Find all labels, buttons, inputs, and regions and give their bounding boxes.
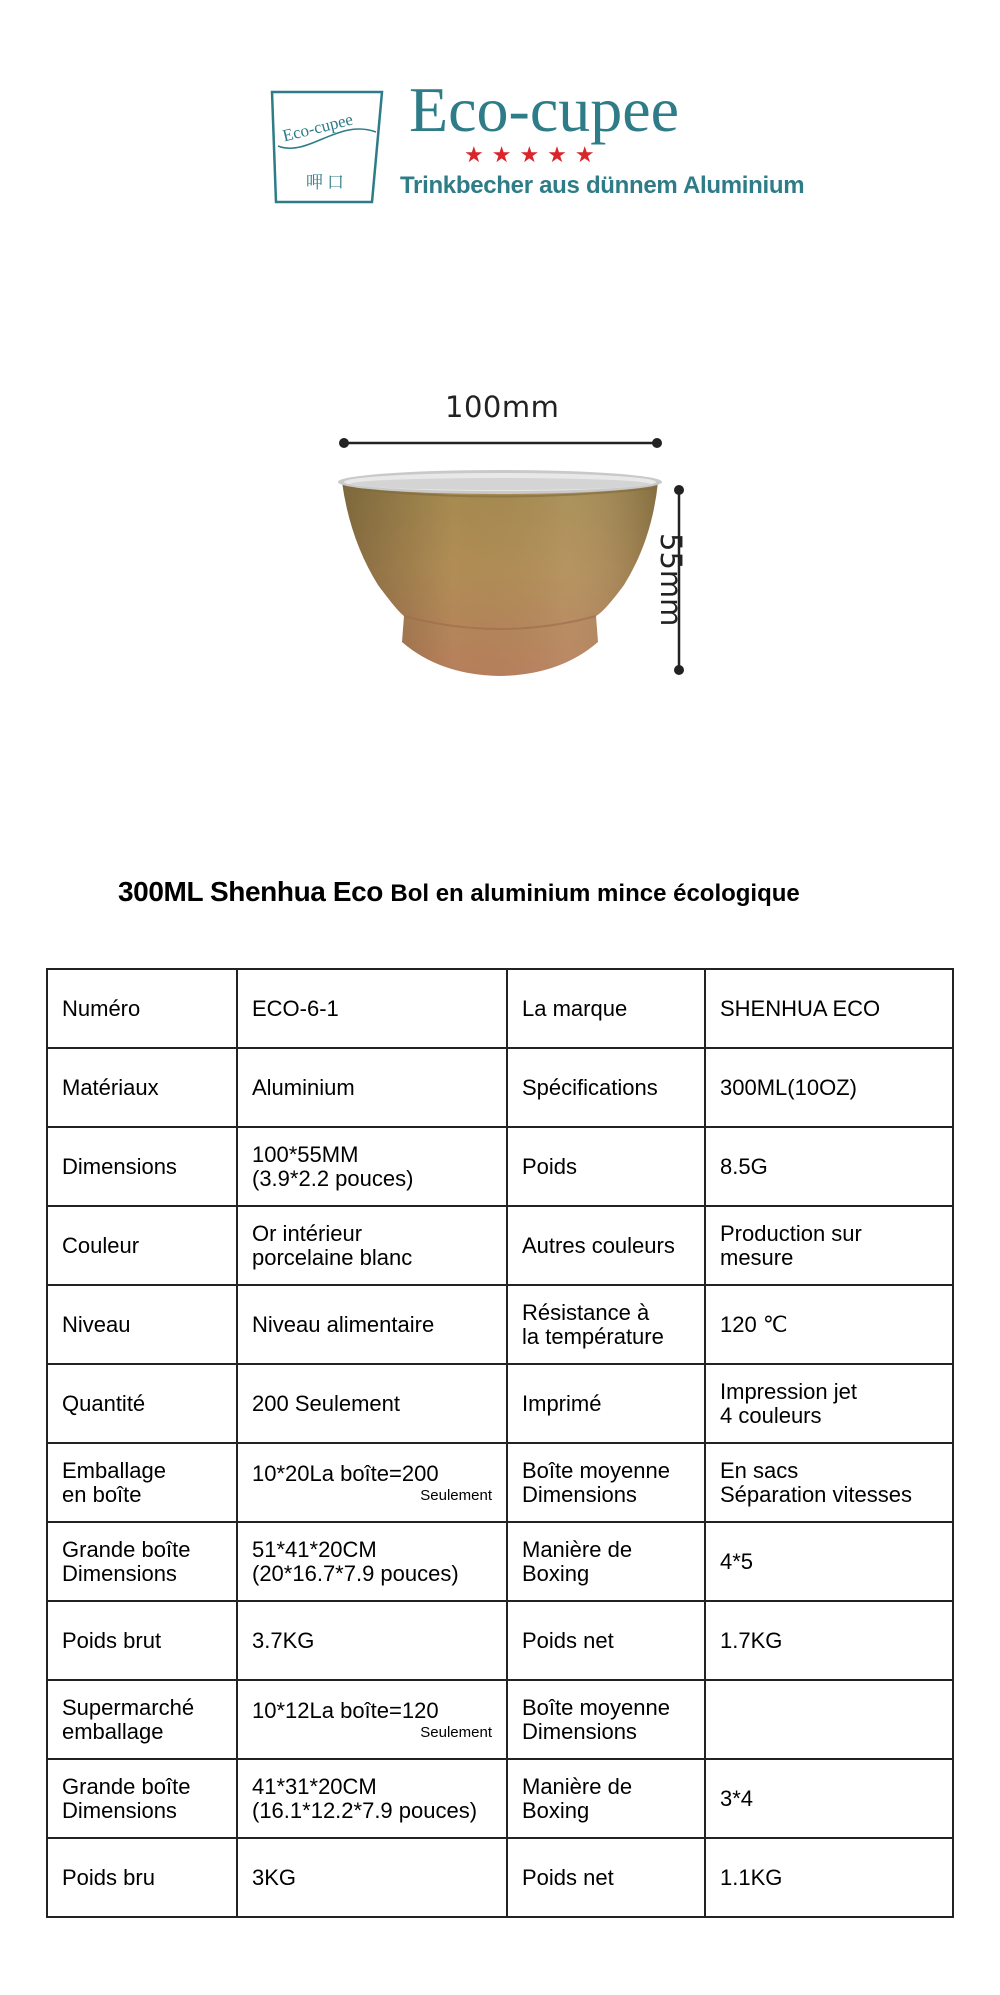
spec-label: Manière de Boxing	[522, 1773, 633, 1823]
spec-value: 51*41*20CM (20*16.7*7.9 pouces)	[252, 1536, 459, 1586]
title-sub: Bol en aluminium mince écologique	[390, 880, 800, 907]
product-figure	[0, 380, 1000, 700]
logo-cup-emblem	[268, 88, 386, 206]
spec-value: 3KG	[252, 1864, 297, 1890]
spec-value-cell	[705, 1522, 953, 1601]
spec-label-cell	[507, 1680, 705, 1759]
spec-value: 1.1KG	[720, 1864, 783, 1890]
spec-label-cell	[47, 969, 237, 1048]
spec-label: Matériaux	[62, 1074, 159, 1100]
spec-value-cell	[237, 1601, 507, 1680]
spec-label-cell	[507, 1522, 705, 1601]
spec-label: Quantité	[62, 1390, 146, 1416]
spec-label: Résistance à la température	[522, 1299, 664, 1349]
spec-label-cell	[507, 1206, 705, 1285]
spec-table	[46, 968, 954, 1918]
spec-label: Poids net	[522, 1627, 614, 1653]
spec-value: Or intérieur porcelaine blanc	[252, 1220, 413, 1270]
spec-value: Aluminium	[252, 1074, 355, 1100]
spec-label: Poids bru	[62, 1864, 155, 1890]
spec-label-cell	[47, 1048, 237, 1127]
spec-value-cell	[705, 1838, 953, 1917]
spec-label: Dimensions	[62, 1153, 177, 1179]
spec-label: Boîte moyenne Dimensions	[522, 1457, 670, 1507]
spec-value-cell	[237, 1838, 507, 1917]
spec-label-cell	[47, 1206, 237, 1285]
bowl-illustration	[0, 380, 1000, 700]
table-row	[47, 1206, 953, 1285]
spec-label-cell	[507, 969, 705, 1048]
table-row	[47, 1522, 953, 1601]
spec-value-cell	[237, 1285, 507, 1364]
spec-label-cell	[47, 1680, 237, 1759]
spec-label-cell	[47, 1364, 237, 1443]
spec-value: 3.7KG	[252, 1627, 315, 1653]
spec-value: 1.7KG	[720, 1627, 783, 1653]
height-dimension-label: 55mm	[654, 533, 688, 627]
spec-value: 300ML(10OZ)	[720, 1074, 857, 1100]
spec-label-cell	[507, 1048, 705, 1127]
logo-box-text: Eco-cupee	[280, 109, 355, 146]
spec-value: ECO-6-1	[252, 995, 339, 1021]
spec-value-cell	[705, 969, 953, 1048]
table-row	[47, 1759, 953, 1838]
spec-value: 10*12La boîte=120	[252, 1697, 439, 1723]
spec-label: Poids	[522, 1153, 578, 1179]
spec-label: Autres couleurs	[522, 1232, 675, 1258]
spec-value-cell	[237, 1206, 507, 1285]
spec-label-cell	[47, 1522, 237, 1601]
spec-value: Impression jet 4 couleurs	[720, 1378, 857, 1428]
table-row	[47, 1838, 953, 1917]
spec-value: SHENHUA ECO	[720, 995, 881, 1021]
table-row	[47, 1285, 953, 1364]
spec-label: Numéro	[62, 995, 141, 1021]
spec-label-cell	[47, 1838, 237, 1917]
spec-label: Emballage en boîte	[62, 1457, 166, 1507]
spec-value-cell	[237, 1759, 507, 1838]
spec-value-cell	[705, 1364, 953, 1443]
table-row	[47, 1364, 953, 1443]
spec-label: Boîte moyenne Dimensions	[522, 1694, 670, 1744]
spec-label-cell	[507, 1601, 705, 1680]
spec-value: 8.5G	[720, 1153, 768, 1179]
table-row	[47, 1048, 953, 1127]
spec-label-cell	[47, 1285, 237, 1364]
spec-value-cell	[705, 1443, 953, 1522]
spec-value-cell	[705, 1759, 953, 1838]
spec-label-cell	[507, 1759, 705, 1838]
spec-label: Niveau	[62, 1311, 131, 1337]
spec-table-body	[47, 969, 953, 1917]
spec-note: Seulement	[420, 1723, 492, 1741]
spec-label-cell	[47, 1759, 237, 1838]
product-hero	[0, 0, 1000, 810]
spec-label: Spécifications	[522, 1074, 658, 1100]
spec-value-cell	[705, 1127, 953, 1206]
spec-label: Poids net	[522, 1864, 614, 1890]
spec-value: Production sur mesure	[720, 1220, 862, 1270]
spec-value-cell	[705, 1680, 953, 1759]
spec-label-cell	[47, 1443, 237, 1522]
spec-value-cell	[237, 1522, 507, 1601]
table-row	[47, 1127, 953, 1206]
spec-value: En sacs Séparation vitesses	[720, 1457, 912, 1507]
spec-value-cell	[237, 1127, 507, 1206]
spec-value-cell	[705, 1206, 953, 1285]
spec-value-cell	[237, 969, 507, 1048]
spec-value-cell	[705, 1048, 953, 1127]
spec-value: Niveau alimentaire	[252, 1311, 435, 1337]
spec-label: Poids brut	[62, 1627, 162, 1653]
spec-label-cell	[47, 1127, 237, 1206]
brand-tagline: Trinkbecher aus dünnem Aluminium	[400, 172, 805, 199]
spec-label: La marque	[522, 995, 628, 1021]
spec-value: 100*55MM (3.9*2.2 pouces)	[252, 1141, 414, 1191]
spec-value: 10*20La boîte=200	[252, 1460, 439, 1486]
table-row	[47, 969, 953, 1048]
spec-label: Imprimé	[522, 1390, 602, 1416]
spec-value: 41*31*20CM (16.1*12.2*7.9 pouces)	[252, 1773, 478, 1823]
spec-value-cell	[237, 1048, 507, 1127]
logo-box-subtext: 呷口	[306, 173, 348, 193]
spec-value: 200 Seulement	[252, 1390, 400, 1416]
spec-label-cell	[507, 1127, 705, 1206]
brand-logo	[268, 74, 805, 216]
spec-label: Manière de Boxing	[522, 1536, 633, 1586]
spec-value-cell	[705, 1285, 953, 1364]
table-row	[47, 1601, 953, 1680]
spec-value: 120 ℃	[720, 1311, 788, 1337]
brand-name: Eco-cupee	[409, 74, 680, 145]
table-row	[47, 1443, 953, 1522]
spec-value-cell	[705, 1601, 953, 1680]
width-dimension-label: 100mm	[445, 390, 560, 424]
spec-value: 4*5	[720, 1548, 754, 1574]
product-title	[118, 876, 800, 908]
title-main: 300ML Shenhua Eco	[118, 876, 383, 907]
spec-label-cell	[507, 1285, 705, 1364]
rating-stars: ★★★★★	[464, 143, 603, 168]
spec-label: Grande boîte Dimensions	[62, 1773, 191, 1823]
spec-value-cell	[237, 1364, 507, 1443]
table-row	[47, 1680, 953, 1759]
spec-label-cell	[507, 1443, 705, 1522]
spec-label-cell	[507, 1838, 705, 1917]
spec-value-cell	[237, 1680, 507, 1759]
spec-label-cell	[507, 1364, 705, 1443]
spec-note: Seulement	[420, 1486, 492, 1504]
spec-label: Supermarché emballage	[62, 1694, 195, 1744]
spec-label: Couleur	[62, 1232, 140, 1258]
spec-value: 3*4	[720, 1785, 754, 1811]
spec-value-cell	[237, 1443, 507, 1522]
spec-label-cell	[47, 1601, 237, 1680]
spec-label: Grande boîte Dimensions	[62, 1536, 191, 1586]
